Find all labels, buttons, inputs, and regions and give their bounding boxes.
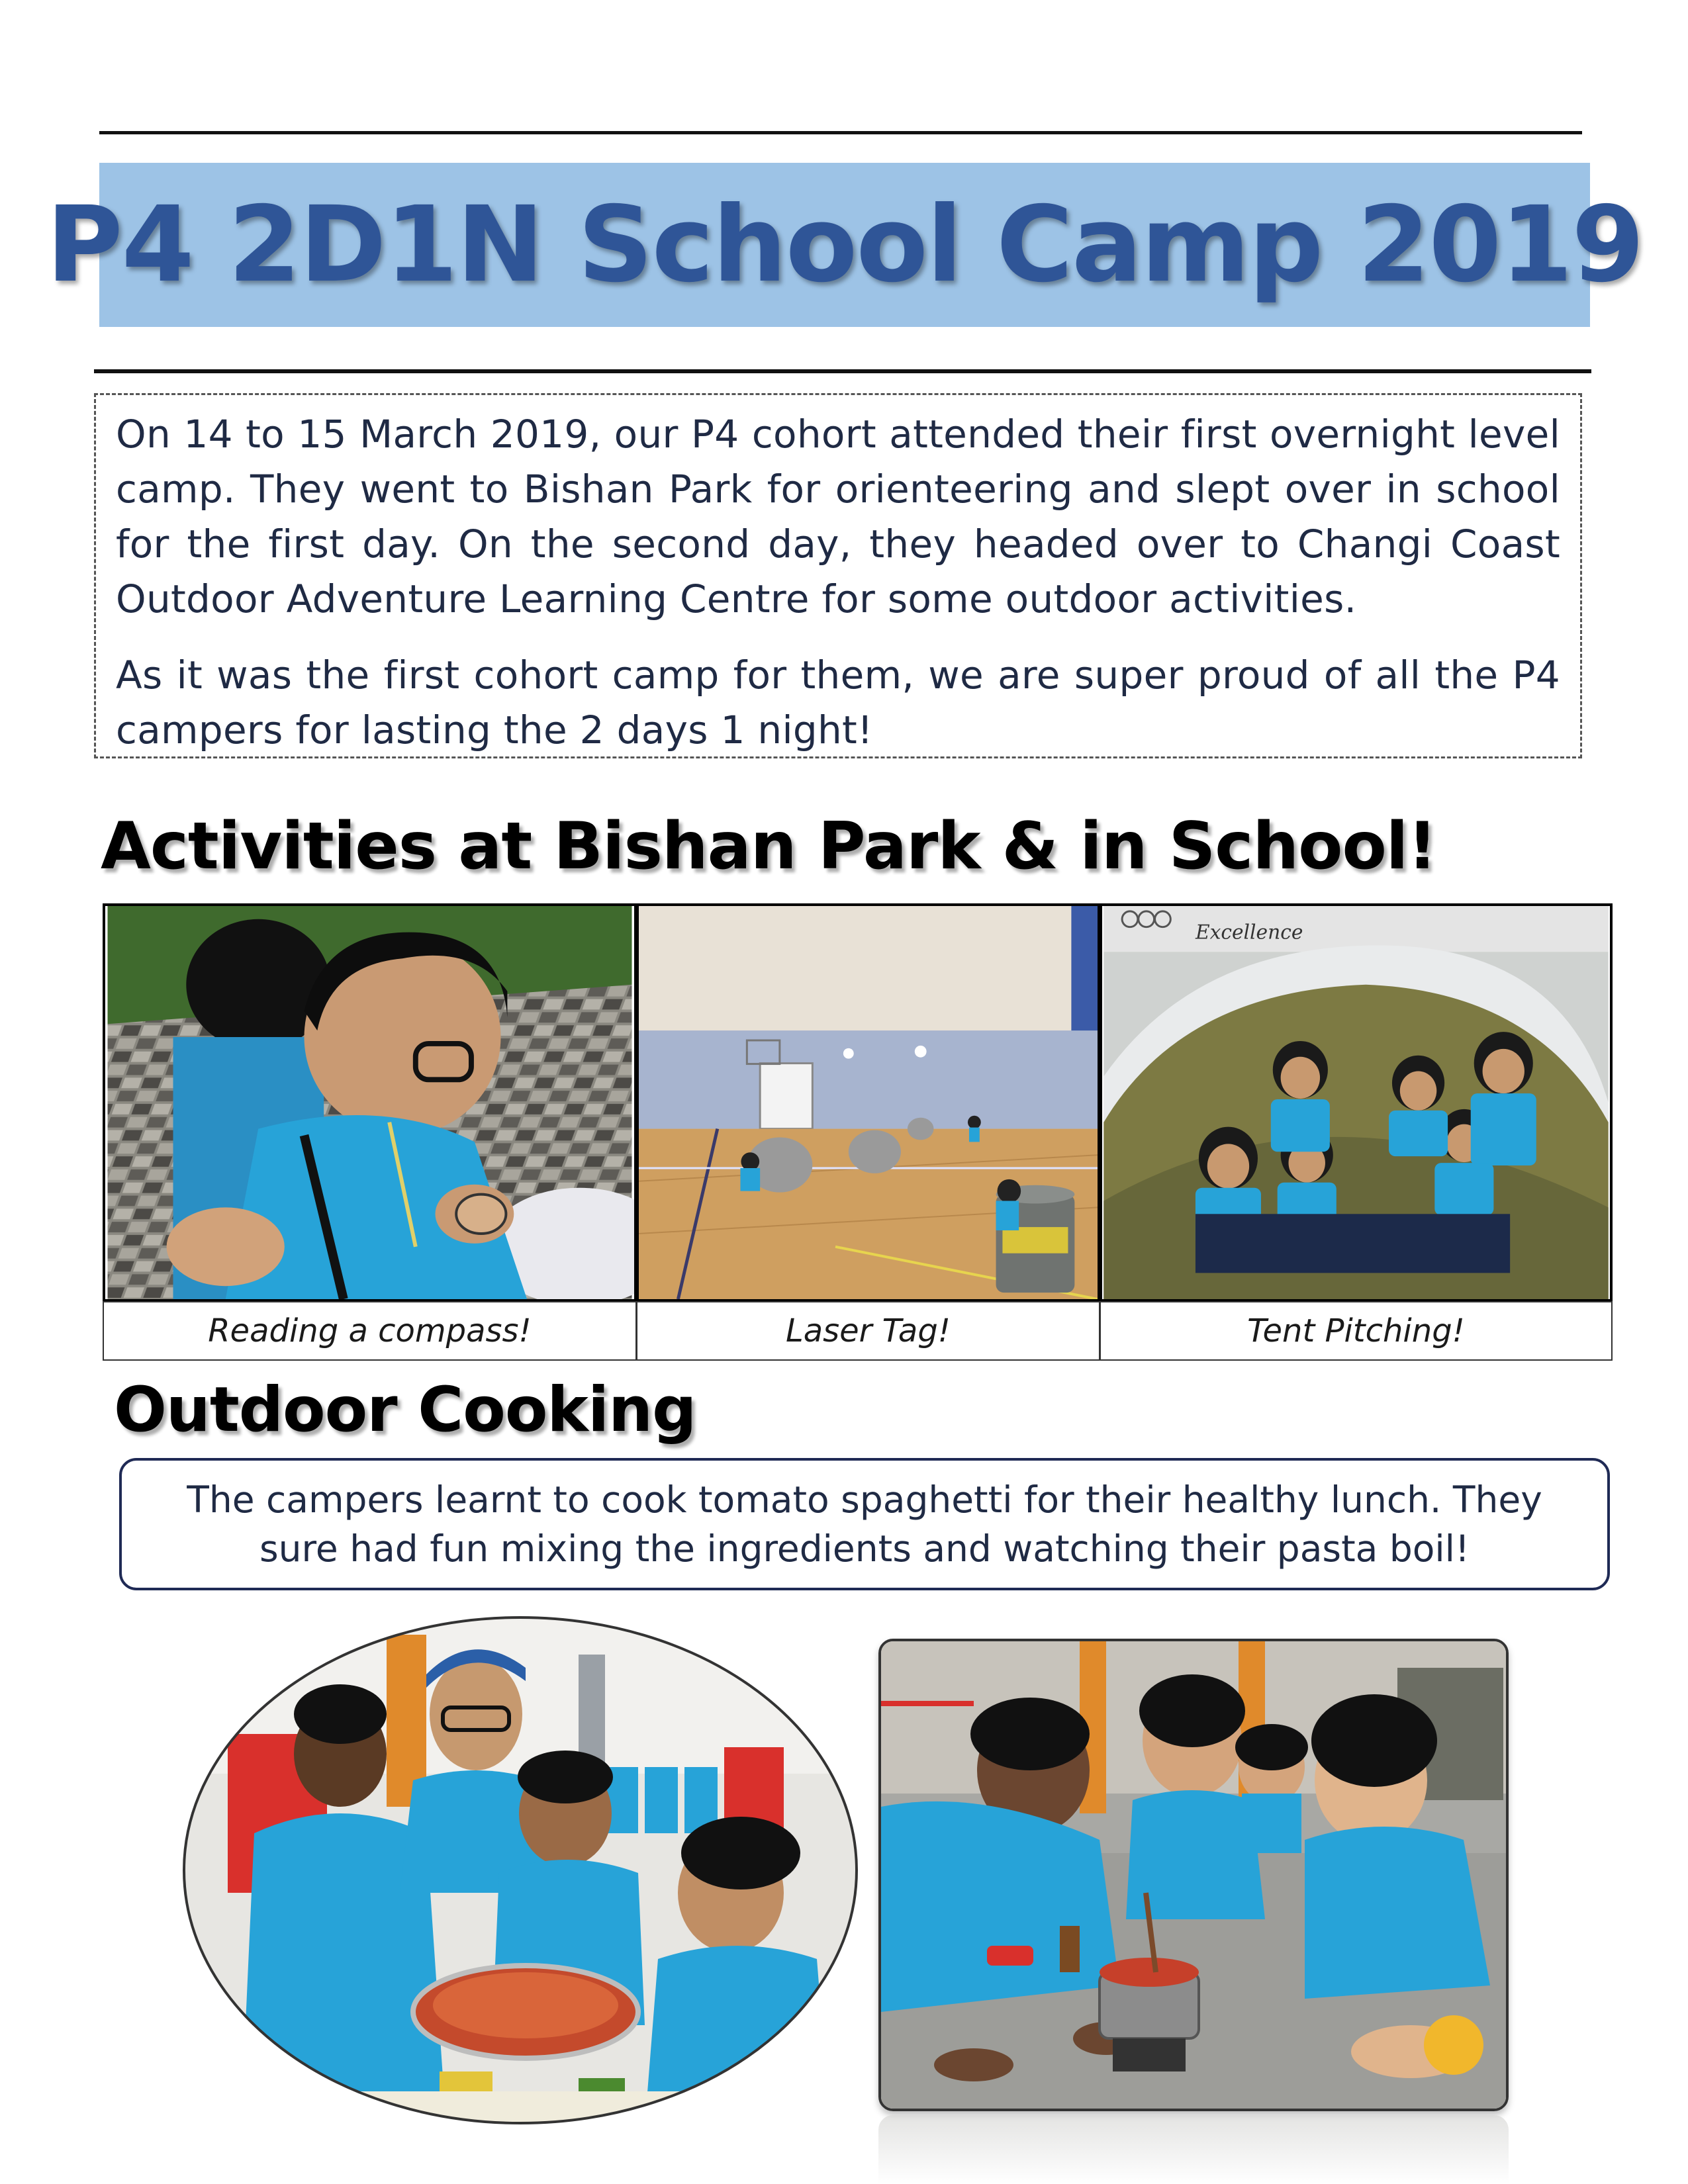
caption-laser-tag: Laser Tag!	[636, 1301, 1100, 1361]
cooking-pot-photo-image	[881, 1641, 1506, 2109]
photo-compass	[103, 903, 637, 1302]
tent-photo-image	[1102, 906, 1610, 1299]
title-underline	[94, 369, 1591, 373]
cooking-heading: Outdoor Cooking	[114, 1374, 696, 1446]
top-rule	[99, 131, 1582, 134]
excellence-sign-text: Excellence	[1195, 921, 1303, 944]
compass-photo-image	[105, 906, 634, 1299]
activities-heading: Activities at Bishan Park & in School!	[101, 809, 1437, 884]
caption-compass: Reading a compass!	[103, 1301, 637, 1361]
laser-tag-photo-image	[639, 906, 1098, 1299]
cooking-oval-photo-image	[181, 1615, 859, 2126]
intro-box	[94, 393, 1582, 758]
title-banner	[46, 163, 1644, 327]
photo-cooking-oval	[181, 1615, 859, 2126]
cooking-description: The campers learnt to cook tomato spaghetti for their healthy lunch. They sure had fun mixing the ingredients and watching their pasta boil!	[187, 1479, 1542, 1570]
photo-cooking-pot	[878, 1639, 1509, 2111]
page-title: P4 2D1N School Camp 2019	[46, 184, 1644, 306]
photo-laser-tag	[636, 903, 1100, 1302]
cooking-description-box	[119, 1458, 1610, 1590]
caption-tent: Tent Pitching!	[1100, 1301, 1613, 1361]
photo-reflection	[878, 2115, 1509, 2184]
intro-paragraph-2: As it was the first cohort camp for them, we are super proud of all the P4 campers for lasting the 2 days 1 night!	[116, 653, 1560, 752]
intro-paragraph-1: On 14 to 15 March 2019, our P4 cohort attended their first overnight level camp. They went to Bishan Park for orienteering and slept over in school for the first day. On the second day, they headed over to Changi Coast Outdoor Adventure Learning Centre for some outdoor activities.	[116, 412, 1560, 621]
photo-tent	[1100, 903, 1613, 1302]
